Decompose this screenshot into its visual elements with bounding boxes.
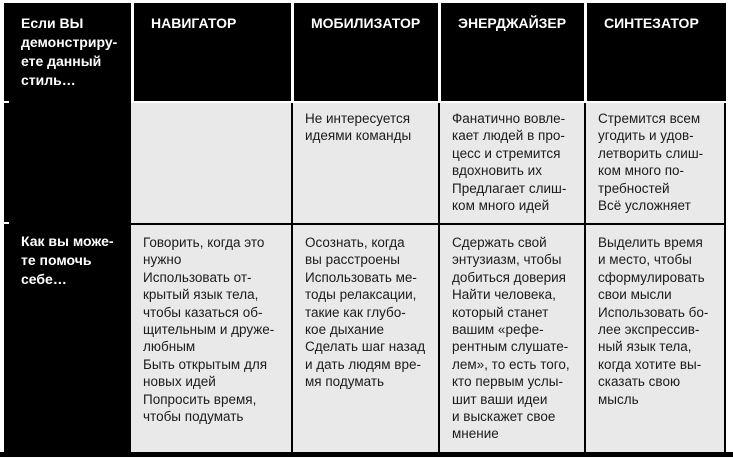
cell-row2-synthesizer: Выделить время и место, чтобы сформулировать свои мысли Использовать бо- лее экспрессив- ный язык тела, когда хотите вы- сказать свою мысль xyxy=(584,223,726,452)
cell-row1-navigator xyxy=(131,103,291,223)
row1-label-cell xyxy=(4,103,131,223)
cell-row2-mobilizer: Осознать, когда вы расстроены Использовать ме- тоды релаксации, такие как глубо- кое дыхание Сделать шаг назад и дать людям вре- мя подумать xyxy=(291,223,438,452)
cell-row1-energizer: Фанатично вовле- кает людей в про- цесс и стремится вдохновить их Предлагает слиш- ком много идей xyxy=(438,103,584,223)
cell-row2-navigator: Говорить, когда это нужно Использовать от- крытый язык тела, чтобы казаться об- щительным и друже- любным Быть открытым для новых идей Попросить время, чтобы подумать xyxy=(131,223,291,452)
row2-label-cell: Как вы може- те помочь себе… xyxy=(4,223,131,452)
communication-styles-table xyxy=(4,3,726,452)
column-header-synthesizer: СИНТЕЗАТОР xyxy=(584,3,726,103)
column-header-navigator: НАВИГАТОР xyxy=(131,3,291,103)
column-header-mobilizer: МОБИЛИЗАТОР xyxy=(291,3,438,103)
cell-row1-mobilizer: Не интересуется идеями команды xyxy=(291,103,438,223)
table-bottom-rule xyxy=(0,452,733,457)
row-divider-tick-bottom xyxy=(0,222,9,224)
corner-header-cell: Если ВЫ демонстриру- ете данный стиль… xyxy=(4,3,131,103)
cell-row2-energizer: Сдержать свой энтузиазм, чтобы добиться доверия Найти человека, который станет вашим «рефе- рентным слушате- лем», то есть того, кто первым услы- шит ваши идеи и выскажет свое мнение xyxy=(438,223,584,452)
column-header-energizer: ЭНЕРДЖАЙЗЕР xyxy=(438,3,584,103)
cell-row1-synthesizer: Стремится всем угодить и удов- летворить слиш- ком много по- требностей Всё усложняет xyxy=(584,103,726,223)
row-divider-tick-top xyxy=(0,101,9,103)
